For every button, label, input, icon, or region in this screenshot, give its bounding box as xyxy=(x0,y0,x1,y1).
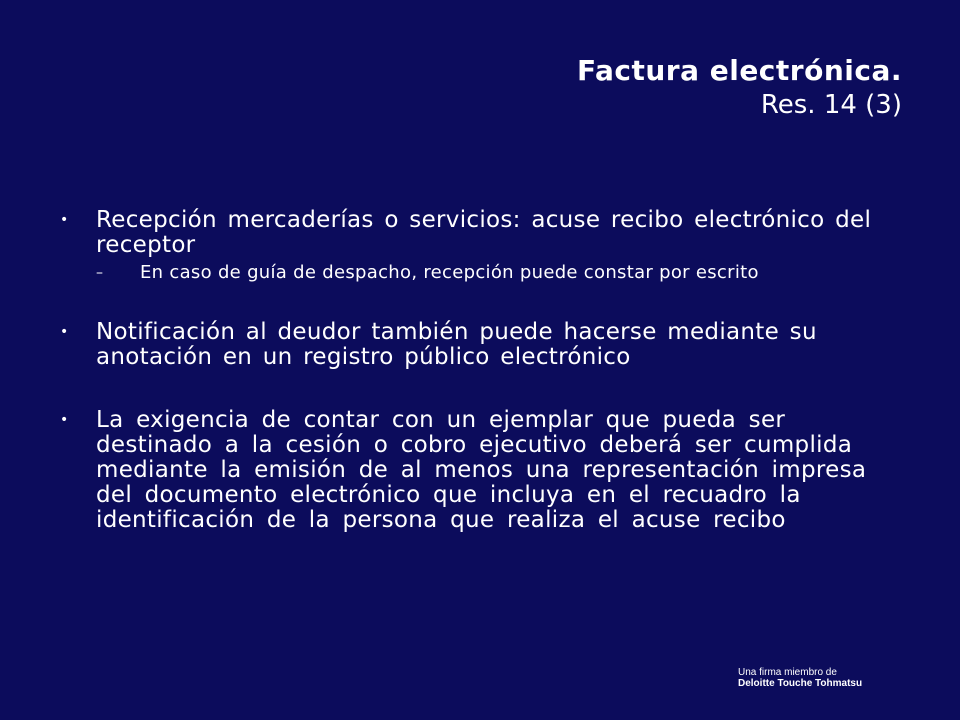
bullet-item xyxy=(58,320,908,370)
bullet-text: Recepción mercaderías o servicios: acuse recibo electrónico del receptor xyxy=(96,207,872,258)
footer-line-member: Una firma miembro de xyxy=(738,667,837,678)
slide-title: Factura electrónica. xyxy=(576,54,902,87)
bullet-text: Notificación al deudor también puede hacerse mediante su anotación en un registro público electrónico xyxy=(96,319,817,370)
bullet-list xyxy=(58,208,908,533)
slide-subtitle: Res. 14 (3) xyxy=(760,90,902,120)
sub-bullet-text: En caso de guía de despacho, recepción puede constar por escrito xyxy=(140,262,759,283)
bullet-dot-icon: • xyxy=(60,412,69,428)
sub-bullet-item xyxy=(58,262,908,283)
bullet-item xyxy=(58,408,908,533)
bullet-item xyxy=(58,208,908,258)
bullet-dot-icon: • xyxy=(60,324,69,340)
footer-attribution xyxy=(738,667,862,689)
dash-icon: – xyxy=(96,265,104,281)
bullet-text: La exigencia de contar con un ejemplar que pueda ser destinado a la cesión o cobro ejecutivo deberá ser cumplida mediante la emisión de al menos una representación impresa del documento electrónico que incluya en el recuadro la identificación de la persona que realiza el acuse recibo xyxy=(96,407,867,533)
bullet-dot-icon: • xyxy=(60,212,69,228)
footer-line-firm: Deloitte Touche Tohmatsu xyxy=(738,678,863,689)
title-block xyxy=(577,54,902,122)
